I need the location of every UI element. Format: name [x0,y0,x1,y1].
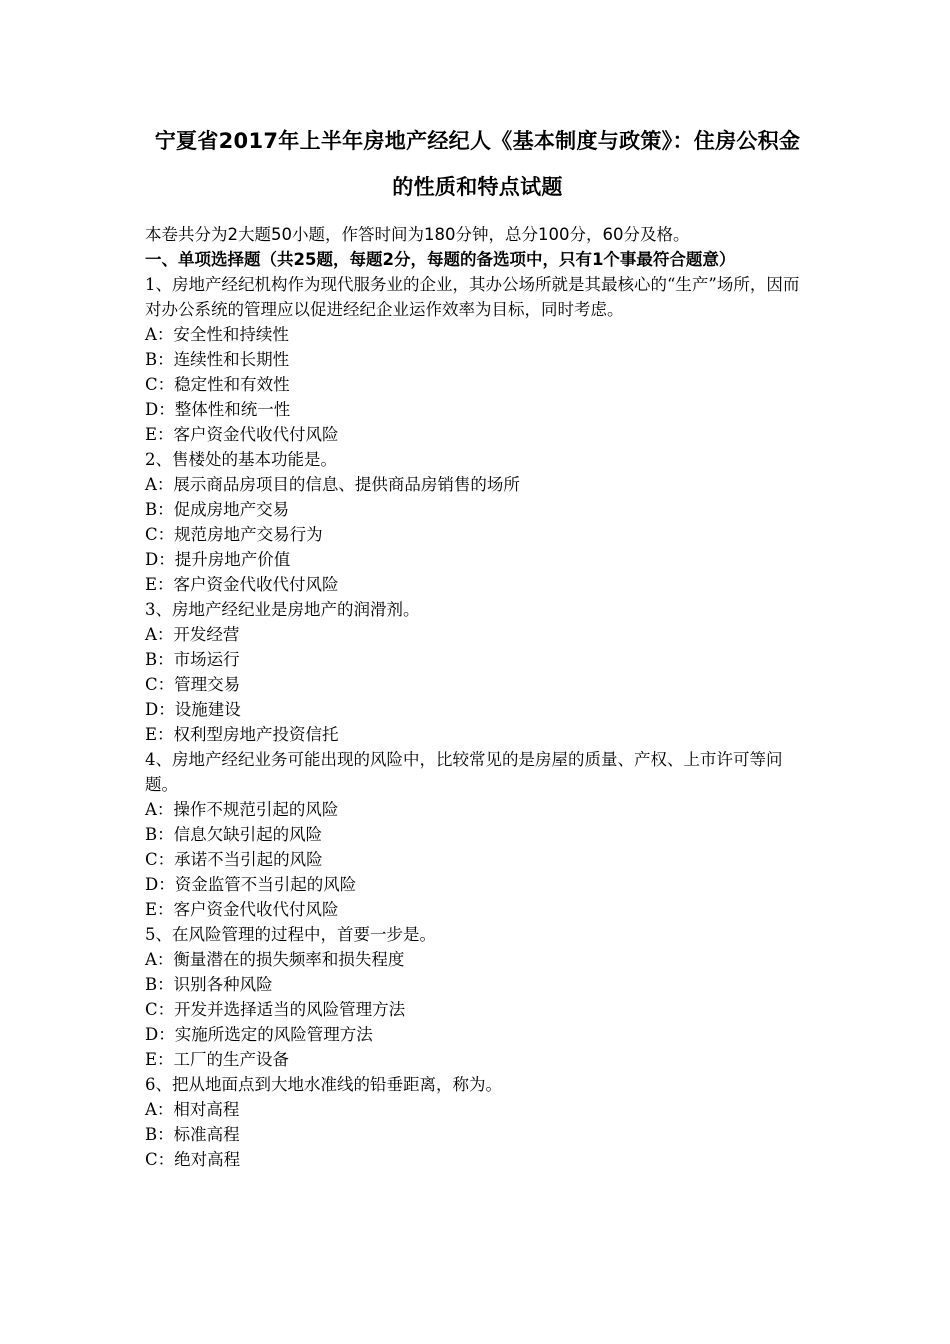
answer-option: E：工厂的生产设备 [145,1050,290,1069]
answer-option: D：提升房地产价值 [145,550,291,569]
question-stem: 1、房地产经纪机构作为现代服务业的企业，其办公场所就是其最核心的“生产”场所，因而对办公系统的管理应以促进经纪企业运作效率为目标，同时考虑。 [145,275,800,319]
answer-option: B：识别各种风险 [145,975,273,994]
answer-option: C：规范房地产交易行为 [145,525,323,544]
answer-option: B：市场运行 [145,650,240,669]
answer-option: A：开发经营 [145,625,240,644]
exam-intro: 本卷共分为2大题50小题，作答时间为180分钟，总分100分，60分及格。 [145,225,690,244]
answer-option: E：客户资金代收代付风险 [145,575,339,594]
question-list [145,272,810,1172]
answer-option: E：客户资金代收代付风险 [145,900,339,919]
question-item [145,1072,810,1172]
question-item [145,447,810,597]
answer-option: D：整体性和统一性 [145,400,291,419]
question-stem: 6、把从地面点到大地水准线的铅垂距离，称为。 [145,1075,502,1094]
question-stem: 4、房地产经纪业务可能出现的风险中，比较常见的是房屋的质量、产权、上市许可等问题。 [145,750,783,794]
question-stem: 5、在风险管理的过程中，首要一步是。 [145,925,436,944]
answer-option: E：权利型房地产投资信托 [145,725,339,744]
answer-option: C：绝对高程 [145,1150,241,1169]
answer-option: C：承诺不当引起的风险 [145,850,323,869]
answer-option: A：相对高程 [145,1100,240,1119]
question-item [145,272,810,447]
answer-option: D：设施建设 [145,700,241,719]
question-item [145,747,810,922]
document-title: 宁夏省2017年上半年房地产经纪人《基本制度与政策》：住房公积金的性质和特点试题 [154,129,801,199]
question-stem: 2、售楼处的基本功能是。 [145,450,337,469]
answer-option: B：连续性和长期性 [145,350,290,369]
answer-option: D：资金监管不当引起的风险 [145,875,357,894]
answer-option: A：展示商品房项目的信息、提供商品房销售的场所 [145,475,520,494]
answer-option: D：实施所选定的风险管理方法 [145,1025,373,1044]
question-item [145,597,810,747]
answer-option: C：管理交易 [145,675,241,694]
question-stem: 3、房地产经纪业是房地产的润滑剂。 [145,600,420,619]
answer-option: A：安全性和持续性 [145,325,289,344]
answer-option: B：促成房地产交易 [145,500,290,519]
section-heading: 一、单项选择题（共25题，每题2分，每题的备选项中，只有1个事最符合题意） [145,250,736,269]
answer-option: A：操作不规范引起的风险 [145,800,339,819]
answer-option: C：开发并选择适当的风险管理方法 [145,1000,406,1019]
answer-option: E：客户资金代收代付风险 [145,425,339,444]
answer-option: C：稳定性和有效性 [145,375,290,394]
answer-option: B：信息欠缺引起的风险 [145,825,323,844]
question-item [145,922,810,1072]
answer-option: B：标准高程 [145,1125,240,1144]
document-page [145,118,810,1172]
answer-option: A：衡量潜在的损失频率和损失程度 [145,950,405,969]
